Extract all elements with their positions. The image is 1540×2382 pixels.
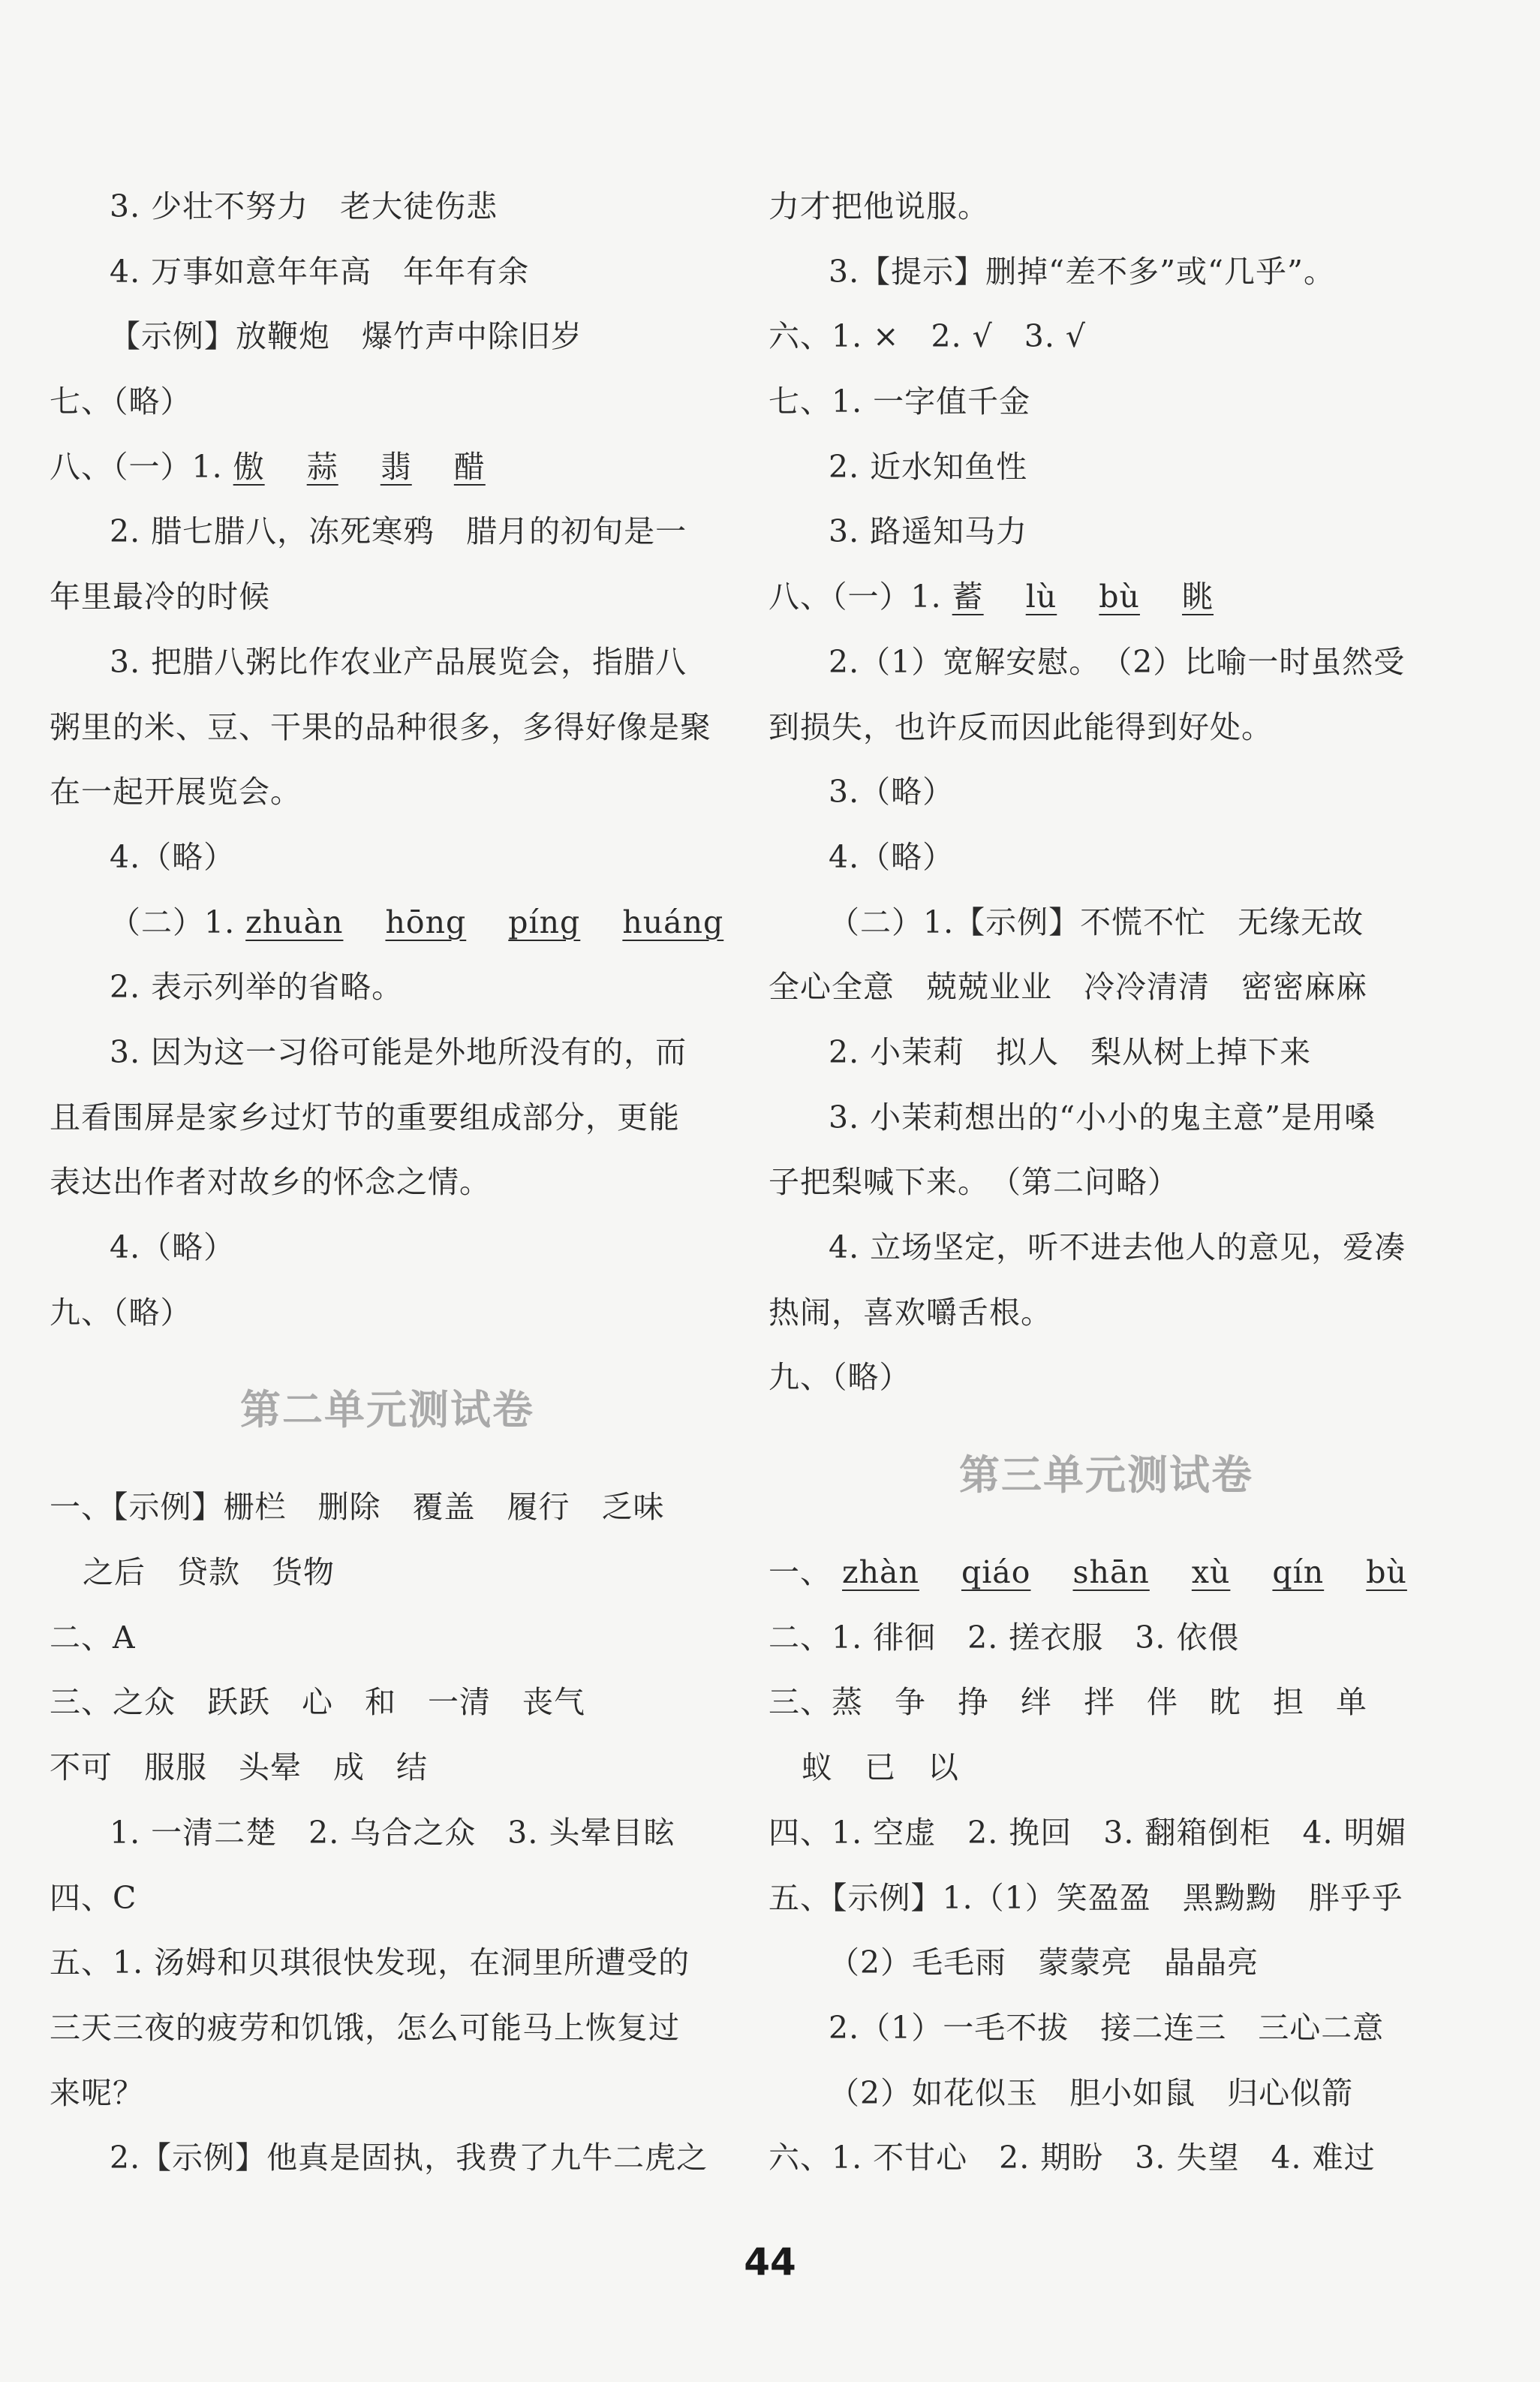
answer-line: 九、（略） bbox=[768, 1359, 911, 1396]
answer-line: 3.（略） bbox=[829, 774, 955, 811]
answer-line: 3.【提示】删掉“差不多”或“几乎”。 bbox=[829, 253, 1335, 290]
answer-line: 蚁 已 以 bbox=[802, 1749, 959, 1786]
answer-label: 八、（一）1. bbox=[50, 448, 223, 485]
answer-line: 力才把他说服。 bbox=[768, 188, 989, 224]
answer-line: 之后 贷款 货物 bbox=[83, 1554, 335, 1591]
answer-line: （2）如花似玉 胆小如鼠 归心似箭 bbox=[829, 2074, 1354, 2111]
pinyin-answer: xù bbox=[1191, 1554, 1231, 1591]
underlined-answer: 傲 bbox=[233, 448, 265, 485]
answer-line bbox=[50, 435, 725, 500]
answer-line bbox=[768, 564, 1444, 630]
answer-line: 全心全意 兢兢业业 冷冷清清 密密麻麻 bbox=[768, 969, 1367, 1006]
answer-label: 八、（一）1. bbox=[768, 579, 942, 615]
answer-line: 子把梨喊下来。 （第二问略） bbox=[768, 1164, 1179, 1201]
answer-line: 在一起开展览会。 bbox=[50, 774, 302, 811]
answer-line: 不可 服服 头晕 成 结 bbox=[50, 1749, 428, 1786]
section-heading-unit-2: 第二单元测试卷 bbox=[240, 1385, 534, 1434]
answer-line: 2. 表示列举的省略。 bbox=[110, 969, 404, 1006]
answer-line: 四、C bbox=[50, 1879, 137, 1916]
answer-line: 六、1. × 2. √ 3. √ bbox=[768, 318, 1087, 355]
answer-line: 二、A bbox=[50, 1619, 136, 1656]
answer-line: 七、（略） bbox=[50, 383, 192, 420]
answer-line: 1. 一清二楚 2. 乌合之众 3. 头晕目眩 bbox=[110, 1814, 675, 1851]
answer-line: 五、1. 汤姆和贝琪很快发现，在洞里所遭受的 bbox=[50, 1944, 690, 1981]
answer-line: 三、之众 跃跃 心 和 一清 丧气 bbox=[50, 1684, 585, 1721]
underlined-answer: 蓄 bbox=[952, 579, 984, 615]
right-column bbox=[768, 174, 1444, 2191]
answer-label: （二）1. bbox=[110, 904, 236, 940]
answer-line: 粥里的米、豆、干果的品种很多，多得好像是聚 bbox=[50, 708, 711, 745]
answer-line: 二、1. 徘徊 2. 搓衣服 3. 依偎 bbox=[768, 1619, 1240, 1656]
answer-line: 2.【示例】他真是固执，我费了九牛二虎之 bbox=[110, 2140, 708, 2176]
answer-line: 三、蒸 争 挣 绊 拌 伴 眈 担 单 bbox=[768, 1684, 1367, 1721]
answer-line: 七、1. 一字值千金 bbox=[768, 383, 1031, 420]
pinyin-answer: qiáo bbox=[961, 1554, 1031, 1591]
answer-line: 且看围屏是家乡过灯节的重要组成部分，更能 bbox=[50, 1099, 680, 1135]
pinyin-answer: bù bbox=[1366, 1554, 1407, 1591]
answer-line: 2.（1）一毛不拔 接二连三 三心二意 bbox=[829, 2009, 1385, 2046]
answer-line: 五、【示例】1.（1）笑盈盈 黑黝黝 胖乎乎 bbox=[768, 1879, 1403, 1916]
underlined-answer: 眺 bbox=[1182, 579, 1214, 615]
answer-line: 4.（略） bbox=[829, 838, 955, 875]
answer-line: 2. 腊七腊八，冻死寒鸦 腊月的初旬是一 bbox=[110, 513, 687, 550]
underlined-answer: 蒜 bbox=[306, 448, 338, 485]
section-heading-unit-3: 第三单元测试卷 bbox=[959, 1451, 1253, 1499]
answer-line: 3. 因为这一习俗可能是外地所没有的，而 bbox=[110, 1033, 687, 1070]
underlined-answer: 醋 bbox=[453, 448, 486, 485]
answer-line: 四、1. 空虚 2. 挽回 3. 翻箱倒柜 4. 明媚 bbox=[768, 1814, 1407, 1851]
pinyin-answer: zhàn bbox=[842, 1554, 919, 1591]
pinyin-answer: píng bbox=[508, 904, 581, 940]
answer-line: 表达出作者对故乡的怀念之情。 bbox=[50, 1164, 491, 1201]
answer-line: 3. 少壮不努力 老大徒伤悲 bbox=[110, 188, 498, 224]
answer-label: 一、 bbox=[768, 1554, 832, 1591]
answer-line: 4.（略） bbox=[110, 1229, 236, 1265]
pinyin-answer: lù bbox=[1025, 579, 1057, 615]
pinyin-answer: qín bbox=[1272, 1554, 1325, 1591]
page-number: 44 bbox=[744, 2240, 796, 2284]
left-column bbox=[50, 174, 725, 2191]
answer-line: 年里最冷的时候 bbox=[50, 579, 270, 615]
answer-line: 九、（略） bbox=[50, 1294, 192, 1331]
underlined-answer: 翡 bbox=[380, 448, 412, 485]
answer-line: 到损失，也许反而因此能得到好处。 bbox=[768, 708, 1273, 745]
answer-line: 来呢？ bbox=[50, 2074, 144, 2111]
answer-line: 一、【示例】栅栏 删除 覆盖 履行 乏味 bbox=[50, 1489, 665, 1526]
answer-line: 3. 把腊八粥比作农业产品展览会，指腊八 bbox=[110, 643, 687, 680]
answer-line: 热闹，喜欢嚼舌根。 bbox=[768, 1294, 1052, 1331]
answer-line: 2. 小茉莉 拟人 梨从树上掉下来 bbox=[829, 1033, 1312, 1070]
answer-line: 【示例】放鞭炮 爆竹声中除旧岁 bbox=[110, 318, 582, 355]
answer-line: 2.（1）宽解安慰。 （2）比喻一时虽然受 bbox=[829, 643, 1406, 680]
pinyin-answer: zhuàn bbox=[245, 904, 344, 940]
answer-line: （2）毛毛雨 蒙蒙亮 晶晶亮 bbox=[829, 1944, 1259, 1981]
answer-line: 4. 立场坚定，听不进去他人的意见，爱凑 bbox=[829, 1229, 1406, 1265]
pinyin-answer: shān bbox=[1072, 1554, 1150, 1591]
pinyin-answer: hōng bbox=[385, 904, 467, 940]
answer-line: 4.（略） bbox=[110, 838, 236, 875]
answer-line bbox=[768, 1540, 1444, 1605]
pinyin-answer: bù bbox=[1099, 579, 1140, 615]
answer-line: 3. 小茉莉想出的“小小的鬼主意”是用嗓 bbox=[829, 1099, 1376, 1135]
answer-line bbox=[50, 890, 725, 955]
pinyin-answer: huáng bbox=[622, 904, 724, 940]
answer-line: 4. 万事如意年年高 年年有余 bbox=[110, 253, 530, 290]
answer-line: 2. 近水知鱼性 bbox=[829, 448, 1028, 485]
answer-line: 三天三夜的疲劳和饥饿，怎么可能马上恢复过 bbox=[50, 2009, 680, 2046]
answer-line: 3. 路遥知马力 bbox=[829, 513, 1028, 550]
answer-line: 六、1. 不甘心 2. 期盼 3. 失望 4. 难过 bbox=[768, 2140, 1376, 2176]
answer-line: （二）1.【示例】不慌不忙 无缘无故 bbox=[829, 904, 1364, 940]
